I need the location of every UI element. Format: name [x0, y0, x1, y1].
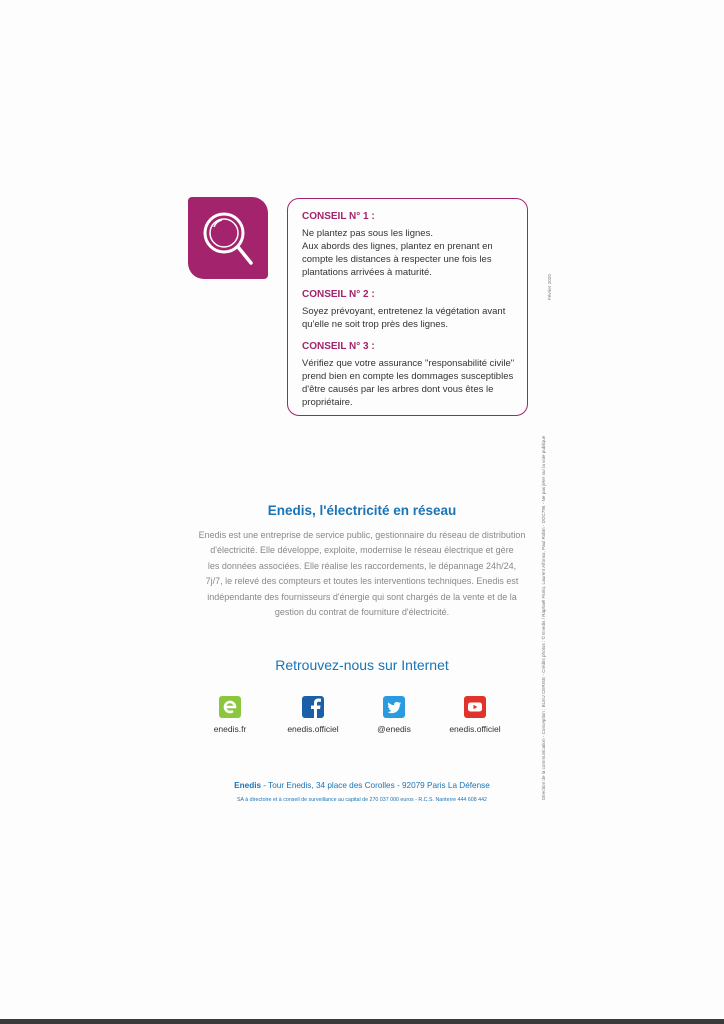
tip-title: CONSEIL N° 2 : — [302, 289, 375, 300]
facebook-icon — [302, 696, 324, 718]
social-handle: enedis.officiel — [449, 724, 501, 734]
bottom-edge — [0, 1019, 724, 1024]
internet-title: Retrouvez-nous sur Internet — [275, 657, 449, 673]
tip-1 — [302, 210, 517, 279]
social-handle: enedis.fr — [213, 724, 247, 734]
magnifier-icon — [188, 197, 268, 279]
tip-title: CONSEIL N° 3 : — [302, 341, 375, 352]
youtube-icon — [464, 696, 486, 718]
side-credits: Direction de la communication - Conception : BLEU CERISE - Crédits photos : © Enedis / Raphaël Fiorio, Laurent Alfonso, Paul Robin - DOC795 - Ne pas jeter sur la voie publique — [541, 435, 546, 800]
social-link-youtube[interactable] — [430, 696, 520, 734]
tip-text: Vérifiez que votre assurance "responsabilité civile" prend bien en compte les dommages susceptibles d'être causés par les arbres dont vous êtes le propriétaire. — [302, 358, 515, 408]
footer-address-text: - Tour Enedis, 34 place des Corolles - 92079 Paris La Défense — [261, 781, 490, 790]
about-text: Enedis est une entreprise de service public, gestionnaire du réseau de distribution d'électricité. Elle développe, exploite, modernise le réseau électrique et gère les données associées. Elle réalise les raccordements, le dépannage 24h/24, 7j/7, le relevé des compteurs et toutes les interventions techniques. Enedis est indépendante des fournisseurs d'énergie qui sont chargés de la vente et de la gestion du contrat de fourniture d'électricité. — [198, 530, 526, 618]
social-link-twitter[interactable] — [349, 696, 439, 734]
tip-2 — [302, 288, 517, 331]
side-date: Février 2020 — [547, 274, 552, 300]
enedis-logo-icon — [219, 696, 241, 718]
twitter-icon — [383, 696, 405, 718]
social-link-facebook[interactable] — [268, 696, 358, 734]
footer-address — [180, 781, 544, 790]
social-handle: @enedis — [377, 724, 411, 734]
tip-3 — [302, 340, 517, 409]
tips-box — [287, 198, 528, 416]
footer-legal: SA à directoire et à conseil de surveillance au capital de 270 037 000 euros - R.C.S. Nanterre 444 608 442 — [237, 797, 487, 803]
social-handle: enedis.officiel — [287, 724, 339, 734]
footer-company: Enedis — [234, 781, 262, 790]
about-title: Enedis, l'électricité en réseau — [267, 503, 457, 518]
magnifier-tile — [188, 197, 268, 279]
tip-text: Ne plantez pas sous les lignes. Aux abords des lignes, plantez en prenant en compte les distances à respecter une fois les plantations arrivées à maturité. — [302, 228, 493, 278]
tip-title: CONSEIL N° 1 : — [302, 211, 375, 222]
social-link-website[interactable] — [185, 696, 275, 734]
tip-text: Soyez prévoyant, entretenez la végétation avant qu'elle ne soit trop près des lignes. — [302, 306, 506, 330]
